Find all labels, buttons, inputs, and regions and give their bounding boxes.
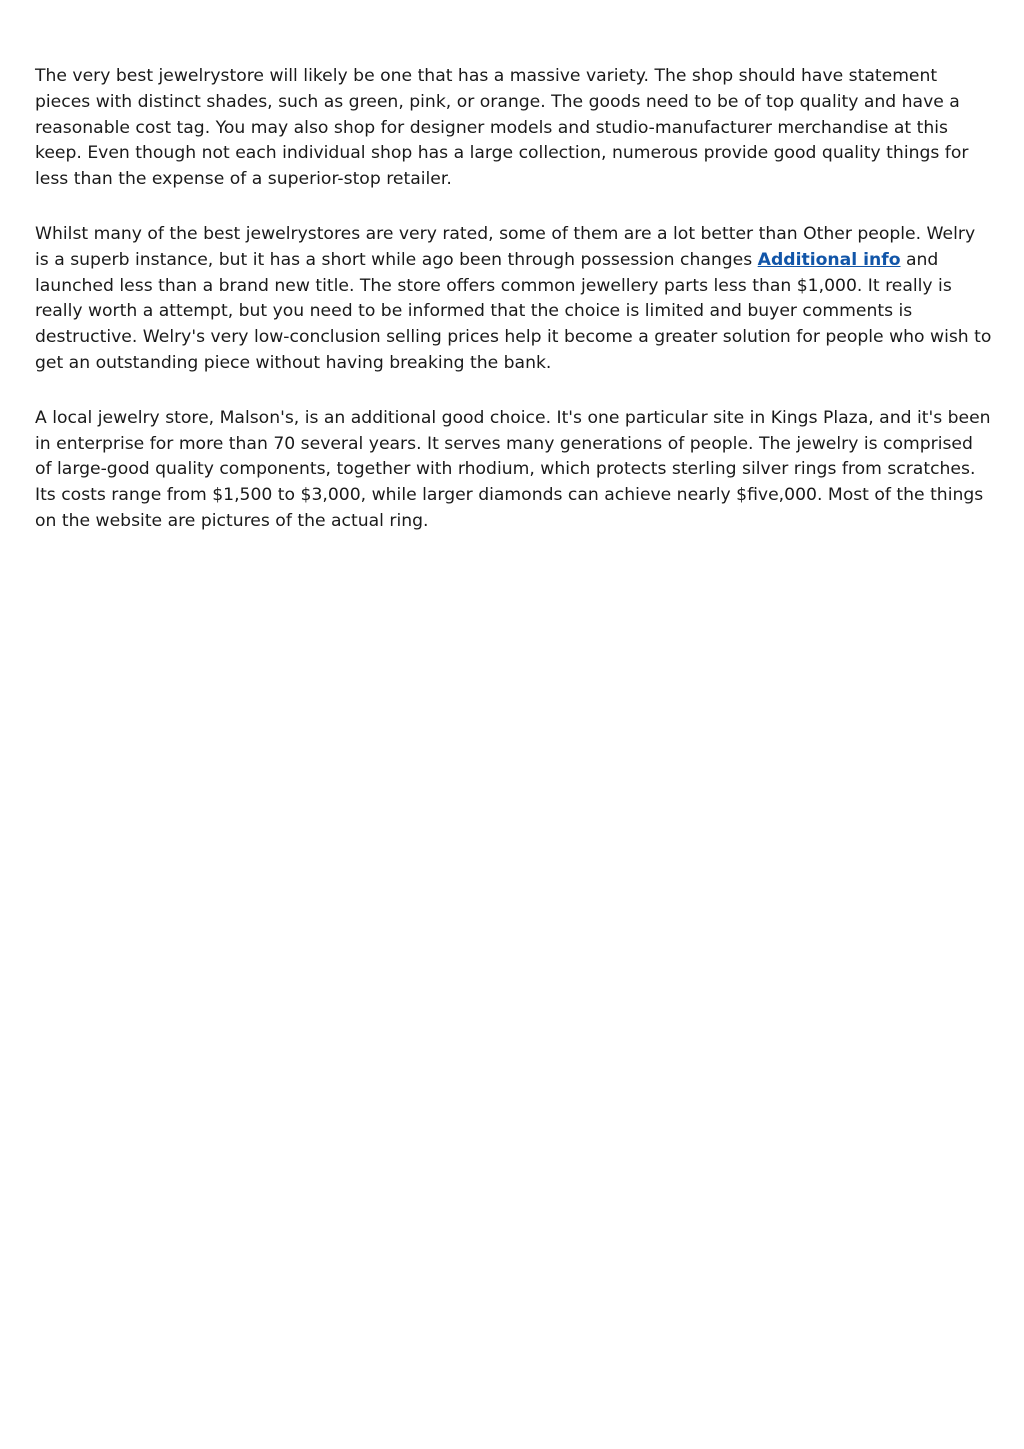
paragraph-2-text-before-link: Whilst many of the best jewelrystores are very rated, some of them are a lot better than Other people. Welry is a superb instance, but it has a short while ago been through possession changes <box>35 223 976 270</box>
paragraph-2 <box>35 222 993 377</box>
paragraph-3-text: A local jewelry store, Malson's, is an additional good choice. It's one particular site in Kings Plaza, and it's been in enterprise for more than 70 several years. It serves many generations of people. The jewelry is comprised of large-good quality components, together with rhodium, which protects sterling silver rings from scratches. Its costs range from $1,500 to $3,000, while larger diamonds can achieve nearly $five,000. Most of the things on the website are pictures of the actual ring. <box>35 407 991 531</box>
paragraph-2-text-after-link: and launched less than a brand new title. The store offers common jewellery parts less than $1,000. It really is really worth a attempt, but you need to be informed that the choice is limited and buyer comments is destructive. Welry's very low-conclusion selling prices help it become a greater solution for people who wish to get an outstanding piece without having breaking the bank. <box>35 249 992 373</box>
paragraph-1-text: The very best jewelrystore will likely be one that has a massive variety. The shop should have statement pieces with distinct shades, such as green, pink, or orange. The goods need to be of top quality and have a reasonable cost tag. You may also shop for designer models and studio-manufacturer merchandise at this keep. Even though not each individual shop has a large collection, numerous provide good quality things for less than the expense of a superior-stop retailer. <box>35 66 969 190</box>
paragraph-3 <box>35 406 993 535</box>
additional-info-link[interactable]: Additional info <box>757 249 901 270</box>
document-body <box>35 64 993 564</box>
paragraph-1 <box>35 64 993 193</box>
